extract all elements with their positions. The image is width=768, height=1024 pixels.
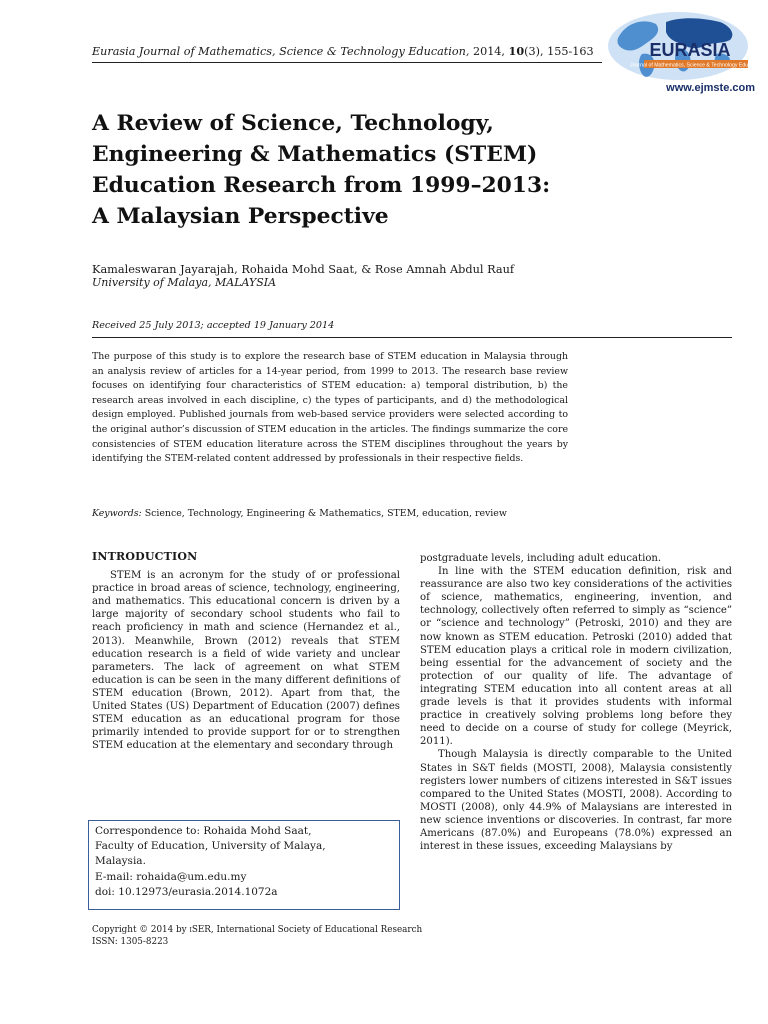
correspondence-doi[interactable]: doi: 10.12973/eurasia.2014.1072a [95,885,278,898]
journal-year: 2014, [472,45,505,58]
correspondence-line: Faculty of Education, University of Malaya, [95,840,326,853]
correspondence-line: Correspondence to: Rohaida Mohd Saat, [95,825,312,837]
received-dates: Received 25 July 2013; accepted 19 January 2014 [92,320,335,331]
keywords-label: Keywords: [92,508,142,519]
right-column [420,552,732,853]
body-paragraph: STEM is an acronym for the study of or professional practice in broad areas of science, technology, engineering, and mathematics. This educational concern is driven by a large majority of secondary school students who fail to reach proficiency in math and science (Hernandez et al., 2013). Meanwhile, Brown (2012) reveals that STEM education research is a field of wide variety and unclear parameters. The lack of agreement on what STEM education is can be seen in the many different definitions of STEM education (Brown, 2012). Apart from that, the United States (US) Department of Education (2007) defines STEM education as an educational program for those primarily intended to provide support for or to strengthen STEM education at the elementary and secondary through [92,570,400,752]
abstract-text: The purpose of this study is to explore the research base of STEM education in Malaysia through an analysis review of articles for a 14-year period, from 1999 to 2013. The research base review focuses on identifying four characteristics of STEM education: a) temporal distribution, b) the research areas involved in each discipline, c) the types of participants, and d) the methodological design employed. Published journals from web-based service providers were selected according to the original author’s discussion of STEM education in the articles. The findings summarize the core consistencies of STEM education literature across the STEM disciplines throughout the years by identifying the STEM-related content addressed by professionals in their respective fields. [92,351,568,465]
body-paragraph: In line with the STEM education definition, risk and reassurance are also two key considerations of the activities of science, mathematics, engineering, invention, and technology, collectively often referred to simply as “science” or “science and technology” (Petroski, 2010) and they are now known as STEM education. Petroski (2010) added that STEM education plays a critical role in modern civilization, being essential for the advancement of society and the protection of our quality of life. The advantage of integrating STEM education into all content areas at all grade levels is that it provides students with informal practice in creatively solving problems long before they need to decide on a course of study for college (Meyrick, 2011). [420,566,732,748]
correspondence-email[interactable]: E-mail: rohaida@um.edu.my [95,870,247,883]
body-paragraph: postgraduate levels, including adult education. [420,553,662,564]
journal-name: Eurasia Journal of Mathematics, Science & Technology Education, [92,45,470,58]
section-heading-introduction: INTRODUCTION [92,550,198,563]
affiliation: University of Malaya, MALAYSIA [92,276,277,289]
title-line: Engineering & Mathematics (STEM) [92,142,538,167]
title-line: Education Research from 1999–2013: [92,173,551,198]
correspondence-text [95,824,395,900]
author-list: Kamaleswaran Jayarajah, Rohaida Mohd Saat, & Rose Amnah Abdul Rauf [92,263,515,276]
header-rule [92,62,602,63]
title-line: A Malaysian Perspective [92,204,389,229]
article-title [92,108,612,232]
logo-wordmark: EURASIA [649,40,731,60]
body-paragraph: Though Malaysia is directly comparable to the United States in S&T fields (MOSTI, 2008), Malaysia consistently registers lower numbers of citizens interested in S&T issues compared to the United States (MOSTI, 2008). According to MOSTI (2008), only 44.9% of Malaysians are interested in new science inventions or discoveries. In contrast, far more Americans (87.0%) and Europeans (78.0%) expressed an interest in these issues, exceeding Malaysians by [420,749,732,853]
copyright-suffix: , International Society of Educational Research [210,925,423,935]
journal-issue-pages: (3), 155-163 [524,45,594,58]
correspondence-line: Malaysia. [95,855,146,868]
abstract-top-rule [92,337,732,338]
title-line: A Review of Science, Technology, [92,111,494,136]
journal-header [92,44,612,58]
iser-name: iSER [189,925,211,935]
issn: ISSN: 1305-8223 [92,937,169,947]
journal-volume: 10 [508,44,525,58]
keywords-text: Science, Technology, Engineering & Mathematics, STEM, education, review [144,508,507,519]
logo-subtitle: Journal of Mathematics, Science & Technology Education [630,62,752,69]
copyright-notice [92,924,592,948]
logo-url: www.ejmste.com [666,82,755,94]
copyright-line [92,924,592,936]
left-column [92,550,400,752]
keywords [92,508,692,519]
globe-map-icon [604,8,752,88]
copyright-prefix: Copyright © 2014 by [92,925,187,935]
